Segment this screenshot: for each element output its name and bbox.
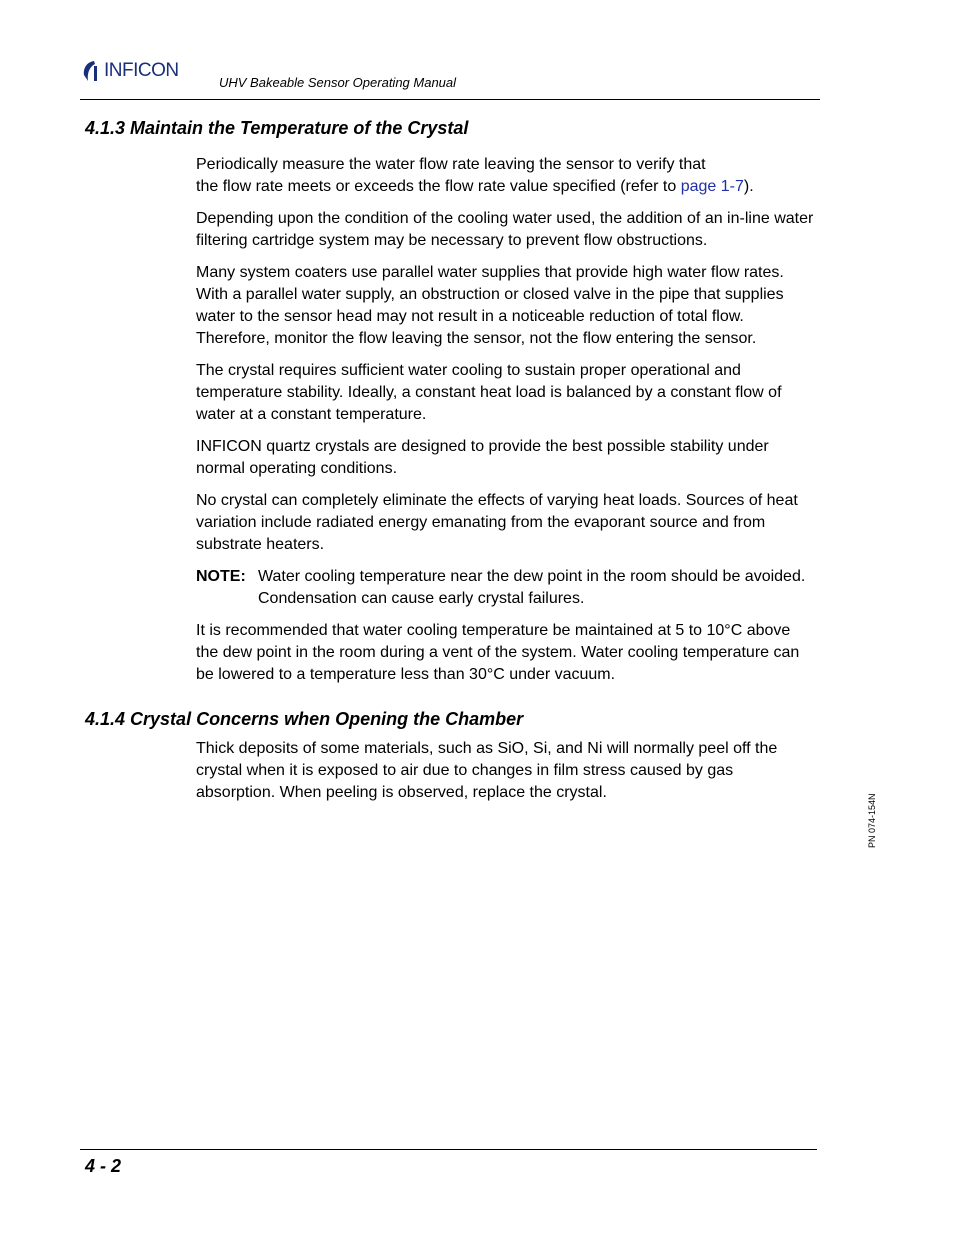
paragraph: The crystal requires sufficient water cooling to sustain proper operational and temperature stability. Ideally, a constant heat load is balanced by a constant flow of water at a constant temperature. [196, 362, 782, 423]
paragraph-line: Periodically measure the water flow rate leaving the sensor to verify that [196, 156, 706, 173]
page-reference-link[interactable]: page 1-7 [680, 178, 744, 195]
paragraph: No crystal can completely eliminate the effects of varying heat loads. Sources of heat variation include radiated energy emanating from the evaporant source and from substrate heaters. [196, 492, 798, 553]
paragraph-line: ). [743, 178, 754, 195]
footer-divider [80, 1149, 817, 1150]
section-heading-4-1-4: 4.1.4 Crystal Concerns when Opening the Chamber [85, 709, 524, 729]
section-4-1-4-body [196, 738, 816, 814]
paragraph-line: the flow rate meets or exceeds the flow rate value specified (refer to [196, 178, 681, 195]
inficon-logo-icon [80, 59, 102, 83]
part-number-label: PN 074-154N [867, 793, 877, 848]
note-block [196, 566, 816, 610]
paragraph: INFICON quartz crystals are designed to provide the best possible stability under normal operating conditions. [196, 438, 769, 477]
paragraph: Depending upon the condition of the cooling water used, the addition of an in-line water filtering cartridge system may be necessary to prevent flow obstructions. [196, 210, 814, 249]
page-number: 4 - 2 [85, 1156, 122, 1176]
logo-text: INFICON [104, 60, 179, 81]
paragraph [196, 154, 816, 198]
note-label: NOTE: [196, 568, 246, 585]
paragraph: It is recommended that water cooling temperature be maintained at 5 to 10°C above the dew point in the room during a vent of the system. Water cooling temperature can be lowered to a temperature less than 30°C under vacuum. [196, 622, 800, 683]
paragraph: Thick deposits of some materials, such as SiO, Si, and Ni will normally peel off the crystal when it is exposed to air due to changes in film stress caused by gas absorption. When peeling is observed, replace the crystal. [196, 740, 778, 801]
paragraph: Many system coaters use parallel water supplies that provide high water flow rates. With a parallel water supply, an obstruction or closed valve in the pipe that supplies water to the sensor head may not result in a noticeable reduction of total flow. Therefore, monitor the flow leaving the sensor, not the flow entering the sensor. [196, 264, 784, 347]
section-4-1-3-body [196, 154, 816, 696]
manual-title: UHV Bakeable Sensor Operating Manual [219, 75, 457, 90]
note-text: Water cooling temperature near the dew point in the room should be avoided. Condensation can cause early crystal failures. [258, 568, 806, 607]
section-heading-4-1-3: 4.1.3 Maintain the Temperature of the Crystal [85, 118, 469, 138]
inficon-logo [80, 58, 179, 84]
header-divider [80, 99, 820, 100]
